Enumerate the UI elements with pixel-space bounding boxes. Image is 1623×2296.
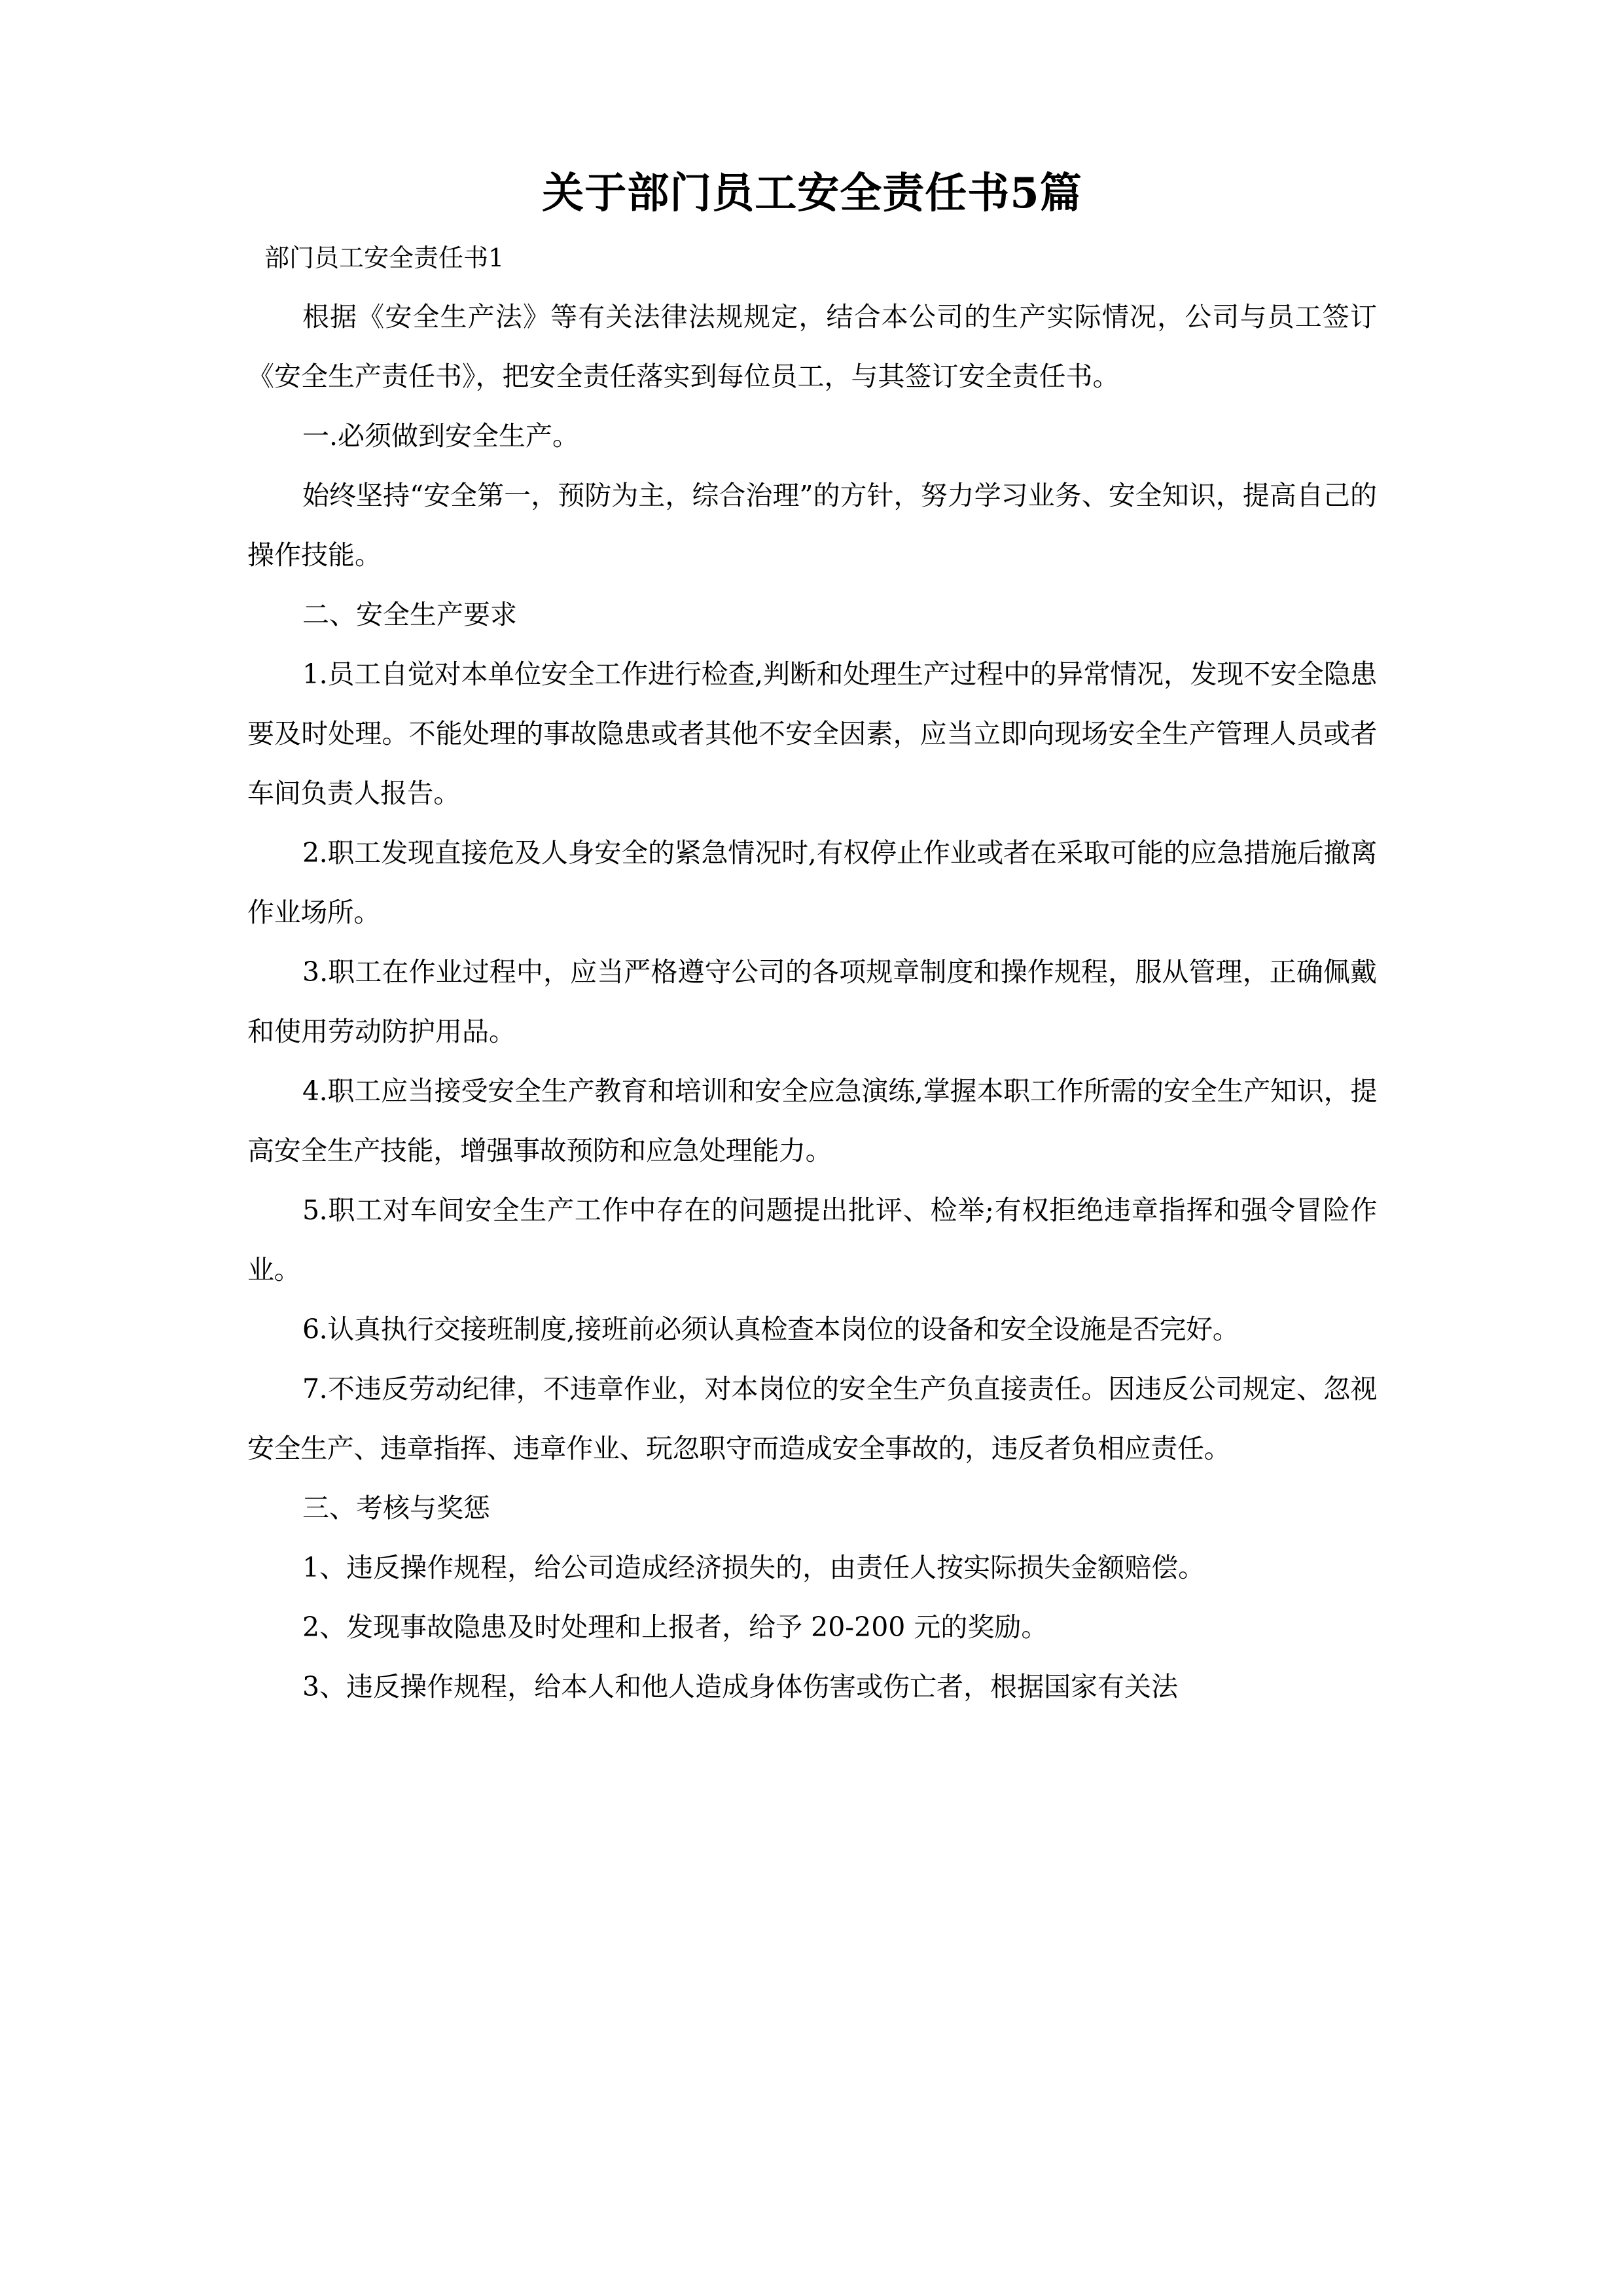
document-body <box>247 154 1377 1717</box>
list-item-2-1: 1.员工自觉对本单位安全工作进行检查,判断和处理生产过程中的异常情况，发现不安全隐患要及时处理。不能处理的事故隐患或者其他不安全因素，应当立即向现场安全生产管理人员或者车间负责人报告。 <box>247 658 1377 810</box>
list-item-2-3: 3.职工在作业过程中，应当严格遵守公司的各项规章制度和操作规程，服从管理，正确佩戴和使用劳动防护用品。 <box>247 956 1377 1048</box>
list-item-2-2: 2.职工发现直接危及人身安全的紧急情况时,有权停止作业或者在采取可能的应急措施后撤离作业场所。 <box>247 837 1377 929</box>
paragraph-section-one-body: 始终坚持“安全第一，预防为主，综合治理”的方针，努力学习业务、安全知识，提高自己的操作技能。 <box>247 480 1377 571</box>
list-item-2-5: 5.职工对车间安全生产工作中存在的问题提出批评、检举;有权拒绝违章指挥和强令冒险作业。 <box>247 1194 1377 1286</box>
list-item-2-6: 6.认真执行交接班制度,接班前必须认真检查本岗位的设备和安全设施是否完好。 <box>302 1314 1240 1346</box>
list-item-3-2: 2、发现事故隐患及时处理和上报者，给予 20-200 元的奖励。 <box>302 1611 1048 1643</box>
list-item-3-1: 1、违反操作规程，给公司造成经济损失的，由责任人按实际损失金额赔偿。 <box>302 1552 1205 1584</box>
list-item-3-3: 3、违反操作规程，给本人和他人造成身体伤害或伤亡者，根据国家有关法 <box>302 1671 1179 1703</box>
paragraph-intro: 根据《安全生产法》等有关法律法规规定，结合本公司的生产实际情况，公司与员工签订《安全生产责任书》，把安全责任落实到每位员工，与其签订安全责任书。 <box>247 301 1377 393</box>
page-title: 关于部门员工安全责任书5篇 <box>542 169 1082 218</box>
list-item-2-4: 4.职工应当接受安全生产教育和培训和安全应急演练,掌握本职工作所需的安全生产知识，提高安全生产技能，增强事故预防和应急处理能力。 <box>247 1075 1377 1167</box>
list-item-2-7: 7.不违反劳动纪律，不违章作业，对本岗位的安全生产负直接责任。因违反公司规定、忽视安全生产、违章指挥、违章作业、玩忽职守而造成安全事故的，违反者负相应责任。 <box>247 1373 1377 1465</box>
section-heading-two: 二、安全生产要求 <box>302 599 517 631</box>
document-subtitle: 部门员工安全责任书1 <box>264 243 505 273</box>
section-heading-three: 三、考核与奖惩 <box>302 1492 490 1524</box>
section-heading-one: 一.必须做到安全生产。 <box>302 420 580 452</box>
